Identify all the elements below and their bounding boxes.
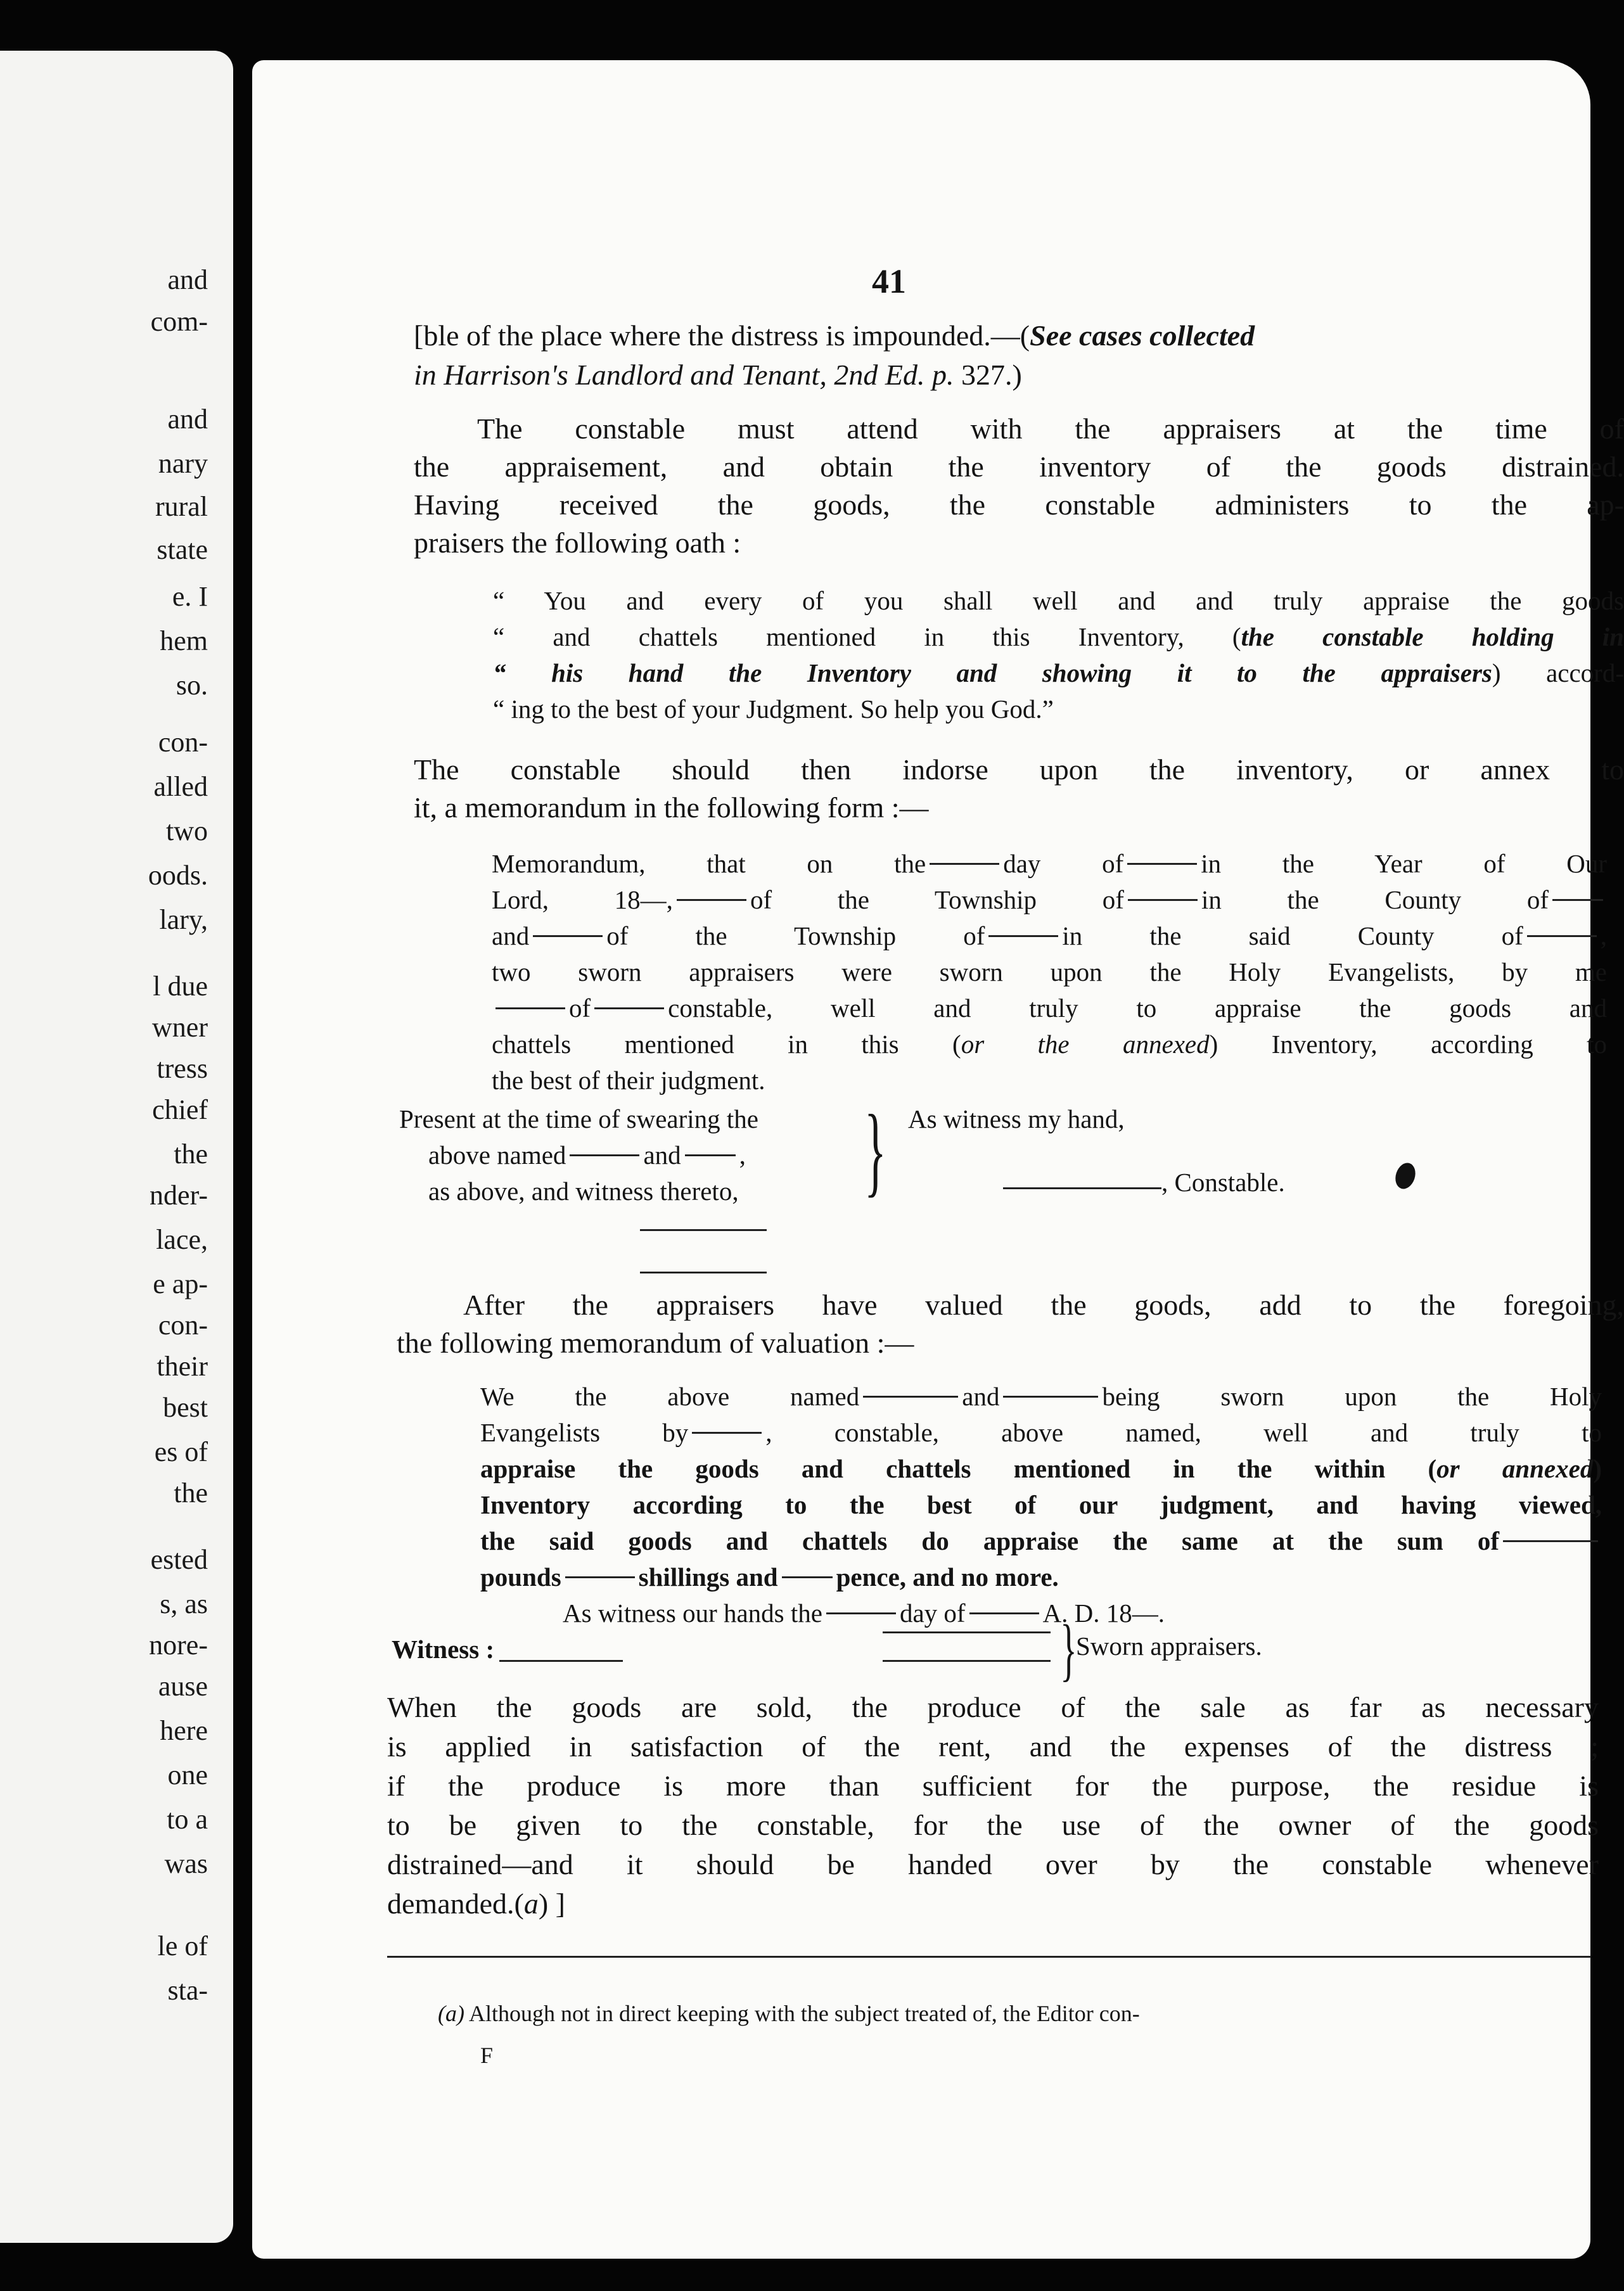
footnote xyxy=(438,2000,1140,2027)
para1-line2 xyxy=(414,356,1624,394)
witness-right-line2: , Constable. xyxy=(1161,1168,1285,1197)
left-page-fragment: here xyxy=(160,1715,208,1746)
left-page-fragment: hem xyxy=(160,625,208,656)
oath-line3-text: ) accord- xyxy=(1492,658,1624,687)
memo-text: of the Township of xyxy=(750,885,1124,914)
left-page-fragment: l due xyxy=(153,971,208,1002)
para5-text: ) ] xyxy=(538,1887,565,1920)
valuation-text: , constable, above named, well and truly to xyxy=(765,1418,1602,1447)
left-page-fragment: nary xyxy=(158,448,208,479)
left-page-fragment: alled xyxy=(153,771,208,802)
para1-line1-text: [ble of the place where the distress is impounded.—( xyxy=(414,319,1030,352)
blank-field xyxy=(1552,899,1603,901)
para5-line2: is applied in satisfaction of the rent, and the expenses of the distress ; xyxy=(387,1730,1599,1763)
memo-text: constable, well and truly to appraise the goods and xyxy=(668,993,1607,1023)
para1-line2-text: 327.) xyxy=(954,359,1022,391)
witness-left-line2 xyxy=(428,1137,746,1173)
blank-field xyxy=(863,1396,958,1398)
footnote-text: Although not in direct keeping with the subject treated of, the Editor con- xyxy=(464,2001,1140,2026)
blank-field xyxy=(969,1612,1039,1614)
blank-field xyxy=(1503,1540,1598,1542)
left-page-fragment: oods. xyxy=(148,860,208,891)
para2-line1: The constable must attend with the appraisers at the time of xyxy=(477,412,1624,445)
left-page-fragment: ause xyxy=(158,1671,208,1702)
blank-field xyxy=(1128,899,1198,901)
valuation-text: shillings and xyxy=(638,1562,778,1592)
blank-field xyxy=(988,935,1058,937)
left-page-fragment: to a xyxy=(167,1804,208,1835)
para5-text: demanded.( xyxy=(387,1887,524,1920)
memo-text: , xyxy=(1600,921,1607,950)
memo-text: and xyxy=(492,921,530,950)
left-page-fragment: rural xyxy=(155,491,208,522)
witness-right-line1: As witness my hand, xyxy=(908,1104,1125,1133)
memo-line6 xyxy=(492,1026,1607,1063)
left-page-fragment: tress xyxy=(157,1053,208,1084)
memo-line7: the best of their judgment. xyxy=(492,1066,765,1095)
left-page-fragment: e ap- xyxy=(153,1268,208,1299)
valuation-text: Evangelists by xyxy=(480,1418,689,1447)
valuation-text: As witness our hands the xyxy=(563,1599,822,1628)
oath-line2 xyxy=(493,619,1624,655)
para5-line5: distrained—and it should be handed over by the constable whenever xyxy=(387,1848,1599,1880)
para2-line3: Having received the goods, the constable administers to the ap- xyxy=(414,488,1624,521)
signature-line xyxy=(883,1660,1051,1662)
blank-field xyxy=(685,1154,736,1156)
left-page-fragment: wner xyxy=(152,1012,208,1043)
para4-line2: the following memorandum of valuation :— xyxy=(397,1327,914,1359)
valuation-line4: Inventory according to the best of our judgment, and having viewed, xyxy=(480,1490,1602,1519)
left-page-fragment: com- xyxy=(150,306,208,337)
left-page-fragment: ested xyxy=(150,1544,208,1575)
left-page-fragment: one xyxy=(167,1759,208,1790)
footnote-mark: (a) xyxy=(438,2001,464,2026)
para2-line4: praisers the following oath : xyxy=(414,526,741,559)
memo-line4: two sworn appraisers were sworn upon the Holy Evangelists, by me xyxy=(492,957,1607,986)
para3-line1: The constable should then indorse upon the inventory, or annex to xyxy=(414,753,1624,786)
para5-line1: When the goods are sold, the produce of the sale as far as necessary xyxy=(387,1691,1599,1723)
para2-line2: the appraisement, and obtain the inventory of the goods distrained. xyxy=(414,450,1624,483)
para5-line3: if the produce is more than sufficient for the purpose, the residue is xyxy=(387,1770,1599,1802)
blank-field xyxy=(782,1576,833,1578)
witness-label: Witness : xyxy=(392,1635,495,1664)
memo-italic: or the annexed xyxy=(961,1030,1210,1059)
left-page-fragment: so. xyxy=(176,670,208,701)
blank-field xyxy=(826,1612,896,1614)
left-page-fragment: nore- xyxy=(149,1630,208,1661)
memo-text: of xyxy=(569,993,591,1023)
memo-text: in the said County of xyxy=(1062,921,1523,950)
left-page-fragment: con- xyxy=(158,1310,208,1341)
left-page-fragment: and xyxy=(167,264,208,295)
left-page-fragment: s, as xyxy=(160,1588,208,1619)
para5-line6 xyxy=(387,1885,565,1923)
valuation-text: appraise the goods and chattels mentioned in the within ( xyxy=(480,1454,1437,1483)
signature-line xyxy=(640,1229,767,1231)
memo-text: chattels mentioned in this ( xyxy=(492,1030,961,1059)
blank-field xyxy=(570,1154,639,1156)
left-page-fragment: le of xyxy=(157,1930,208,1962)
valuation-line6 xyxy=(480,1559,1059,1595)
blank-field xyxy=(930,863,999,865)
valuation-text: being sworn upon the Holy xyxy=(1102,1382,1602,1411)
valuation-text: pence, and no more. xyxy=(836,1562,1059,1592)
memo-line2 xyxy=(492,882,1607,918)
witness-left-line1: Present at the time of swearing the xyxy=(399,1104,758,1133)
oath-line1: “ You and every of you shall well and and truly appraise the goods xyxy=(493,586,1624,615)
valuation-text: We the above named xyxy=(480,1382,860,1411)
valuation-text: ) xyxy=(1593,1454,1602,1483)
para1-line1 xyxy=(414,317,1624,355)
sworn-appraisers-label: Sworn appraisers. xyxy=(1076,1631,1262,1661)
left-page-fragment: their xyxy=(157,1351,208,1382)
oath-line4: “ ing to the best of your Judgment. So help you God.” xyxy=(493,694,1054,724)
oath-line3-italic: “ his hand the Inventory and showing it to the appraisers xyxy=(493,658,1492,687)
left-page-fragment: nder- xyxy=(150,1180,208,1211)
oath-line3 xyxy=(493,655,1624,691)
left-page-fragment: state xyxy=(157,534,208,565)
footnote-rule xyxy=(387,1956,1591,1958)
valuation-text: and xyxy=(962,1382,1000,1411)
left-page-fragment: the xyxy=(174,1139,208,1170)
witness-left-line3: as above, and witness thereto, xyxy=(428,1177,739,1206)
left-page-fragment: the xyxy=(174,1477,208,1509)
left-page-fragment: lary, xyxy=(159,904,208,935)
valuation-text: the said goods and chattels do appraise the same at the sum of xyxy=(480,1526,1499,1555)
blank-field xyxy=(692,1432,762,1434)
valuation-line5 xyxy=(480,1523,1602,1559)
memo-text: day of xyxy=(1003,849,1124,878)
blank-field xyxy=(565,1576,635,1578)
left-page-fragment: con- xyxy=(158,727,208,758)
oath-line2-italic: the constable holding in xyxy=(1241,622,1624,651)
memo-text: Memorandum, that on the xyxy=(492,849,926,878)
memo-text: Lord, 18—, xyxy=(492,885,673,914)
valuation-line3 xyxy=(480,1451,1602,1487)
witness-text: and xyxy=(643,1140,681,1170)
memo-text: ) Inventory, according to xyxy=(1209,1030,1608,1059)
left-facing-page xyxy=(0,51,233,2243)
left-page-fragment: two xyxy=(166,815,208,846)
blank-field xyxy=(1003,1396,1098,1398)
valuation-text: day of xyxy=(899,1599,966,1628)
left-page-fragment: e. I xyxy=(172,581,208,612)
valuation-text: pounds xyxy=(480,1562,561,1592)
signature-line xyxy=(883,1631,1051,1633)
memo-line5 xyxy=(492,990,1607,1026)
left-page-fragment: and xyxy=(167,404,208,435)
memo-line1 xyxy=(492,846,1607,882)
signature-line xyxy=(1003,1187,1161,1189)
blank-field xyxy=(1127,863,1197,865)
left-page-fragment: lace, xyxy=(156,1224,208,1255)
valuation-italic: or annexed xyxy=(1436,1454,1594,1483)
para5-line4: to be given to the constable, for the use of the owner of the goods xyxy=(387,1809,1599,1841)
para1-line1-italic: See cases collected xyxy=(1030,319,1255,352)
memo-text: in the Year of Our xyxy=(1201,849,1607,878)
para3-line2: it, a memorandum in the following form :— xyxy=(414,791,929,824)
blank-field xyxy=(1527,935,1597,937)
signature-line xyxy=(499,1660,623,1662)
blank-field xyxy=(533,935,603,937)
para1-line2-italic: in Harrison's Landlord and Tenant, 2nd Ed. p. xyxy=(414,359,954,391)
memo-text: in the County of xyxy=(1201,885,1549,914)
brace: } xyxy=(1060,1611,1077,1688)
signature-mark: F xyxy=(480,2043,494,2068)
signature-line xyxy=(640,1272,767,1273)
oath-line2-text: “ and chattels mentioned in this Inventory, ( xyxy=(493,622,1241,651)
memo-text: of the Township of xyxy=(606,921,985,950)
valuation-line1 xyxy=(480,1379,1602,1415)
blank-field xyxy=(496,1007,565,1009)
book-page xyxy=(252,60,1624,2259)
witness-text: , xyxy=(739,1140,746,1170)
blank-field xyxy=(594,1007,664,1009)
ink-blot xyxy=(1392,1160,1419,1191)
brace: } xyxy=(864,1094,886,1206)
left-page-fragment: best xyxy=(163,1392,208,1423)
para4-line1: After the appraisers have valued the goods, add to the foregoing, xyxy=(463,1289,1624,1321)
left-page-fragment: was xyxy=(164,1848,208,1879)
witness-text: above named xyxy=(428,1140,566,1170)
page-number: 41 xyxy=(872,262,906,300)
left-page-fragment: chief xyxy=(152,1094,208,1125)
left-page-fragment: sta- xyxy=(167,1975,208,2006)
blank-field xyxy=(677,899,746,901)
memo-line3 xyxy=(492,918,1607,954)
para5-italic: a xyxy=(523,1887,539,1920)
left-page-fragment: es of xyxy=(154,1436,208,1467)
valuation-text: A. D. 18—. xyxy=(1042,1599,1165,1628)
valuation-line2 xyxy=(480,1415,1602,1451)
